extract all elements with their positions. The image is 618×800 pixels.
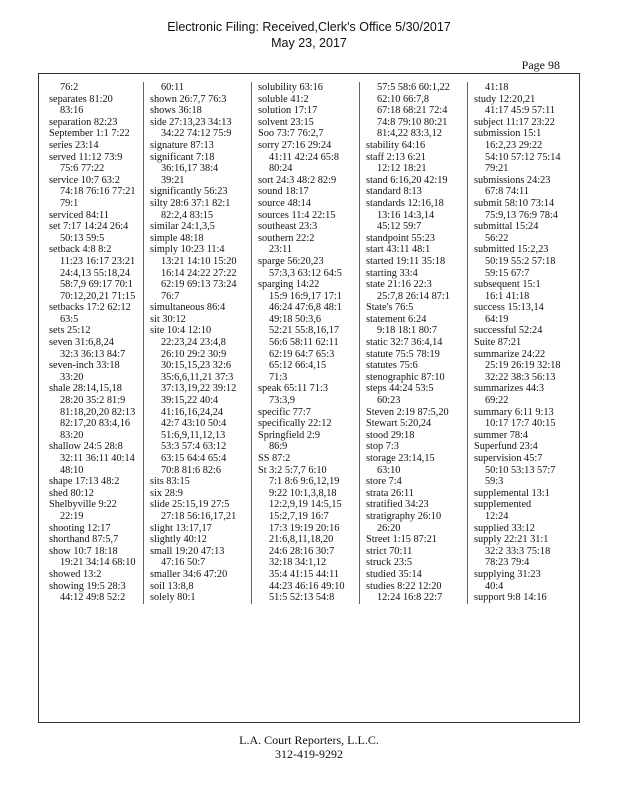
index-entry-continuation: 19:21 34:14 68:10 xyxy=(60,557,136,569)
index-entry: subject 11:17 23:22 xyxy=(474,116,555,128)
index-entry: successful 52:24 xyxy=(474,325,543,337)
index-entry-continuation: 50:10 53:13 57:7 xyxy=(485,464,556,476)
index-entry: show 10:7 18:18 xyxy=(49,545,118,557)
index-entry: sort 24:3 48:2 82:9 xyxy=(258,174,337,186)
index-entry-continuation: 81:18,20,20 82:13 xyxy=(60,406,136,418)
index-entry: service 10:7 63:2 xyxy=(49,174,120,186)
index-entry-continuation: 27:18 56:16,17,21 xyxy=(161,510,237,522)
index-entry: simple 48:18 xyxy=(150,232,204,244)
index-entry-continuation: 57:5 58:6 60:1,22 xyxy=(377,82,450,93)
index-entry-continuation: 69:22 xyxy=(485,395,509,407)
index-entry-continuation: 41:16,16,24,24 xyxy=(161,406,224,418)
index-entry: similar 24:1,3,5 xyxy=(150,221,215,233)
index-entry-continuation: 48:10 xyxy=(60,464,84,476)
index-entry-continuation: 32:2 33:3 75:18 xyxy=(485,545,551,557)
index-entry: submittal 15:24 xyxy=(474,221,539,233)
index-entry: setbacks 17:2 62:12 xyxy=(49,302,131,314)
index-entry-continuation: 62:19 69:13 73:24 xyxy=(161,279,237,291)
index-entry: seven 31:6,8,24 xyxy=(49,337,114,349)
index-entry: state 21:16 22:3 xyxy=(366,279,432,291)
index-entry: submit 58:10 73:14 xyxy=(474,197,555,209)
index-entry: small 19:20 47:13 xyxy=(150,545,225,557)
index-entry-continuation: 53:3 57:4 63:12 xyxy=(161,441,227,453)
index-entry: speak 65:11 71:3 xyxy=(258,383,328,395)
index-entry: SS 87:2 xyxy=(258,453,291,464)
index-entry: serviced 84:11 xyxy=(49,209,109,221)
index-entry: submissions 24:23 xyxy=(474,174,551,186)
index-entry: smaller 34:6 47:20 xyxy=(150,568,228,580)
index-entry-continuation: 17:3 19:19 20:16 xyxy=(269,522,340,534)
index-entry-continuation: 86:9 xyxy=(269,441,288,453)
index-entry-continuation: 45:12 59:7 xyxy=(377,221,422,233)
filing-date: May 23, 2017 xyxy=(271,36,347,50)
index-entry-continuation: 44:23 46:16 49:10 xyxy=(269,580,345,592)
index-entry: solely 80:1 xyxy=(150,592,196,604)
index-entry-continuation: 32:3 36:13 84:7 xyxy=(60,348,126,360)
index-entry-continuation: 63:5 xyxy=(60,313,79,325)
index-entry: shale 28:14,15,18 xyxy=(49,383,122,395)
index-entry-continuation: 74:8 79:10 80:21 xyxy=(377,116,448,128)
index-entry: site 10:4 12:10 xyxy=(150,325,212,337)
index-entry: storage 23:14,15 xyxy=(366,453,435,464)
index-entry-continuation: 76:2 xyxy=(60,82,79,93)
index-entry: shed 80:12 xyxy=(49,487,94,499)
index-entry-continuation: 32:22 38:3 56:13 xyxy=(485,371,556,383)
index-entry: support 9:8 14:16 xyxy=(474,592,547,604)
index-entry: strata 26:11 xyxy=(366,487,414,499)
index-entry: simply 10:23 11:4 xyxy=(150,244,225,256)
index-column-2 xyxy=(143,82,250,604)
index-entry: significantly 56:23 xyxy=(150,186,228,198)
index-entry-continuation: 83:16 xyxy=(60,105,84,117)
footer-company: L.A. Court Reporters, L.L.C. xyxy=(239,733,379,747)
index-entry: setback 4:8 8:2 xyxy=(49,244,112,256)
index-entry: Soo 73:7 76:2,7 xyxy=(258,128,324,140)
index-entry-continuation: 37:13,19,22 39:12 xyxy=(161,383,237,395)
index-entry: soil 13:8,8 xyxy=(150,580,194,592)
index-entry: St 3:2 5:7,7 6:10 xyxy=(258,464,327,476)
index-entry-continuation: 76:7 xyxy=(161,290,180,302)
index-entry: standpoint 55:23 xyxy=(366,232,435,244)
index-entry-continuation: 82:2,4 83:15 xyxy=(161,209,214,221)
index-entry-continuation: 35:4 41:15 44:11 xyxy=(269,568,339,580)
index-entry-continuation: 32:11 36:11 40:14 xyxy=(60,453,135,464)
index-column-3 xyxy=(251,82,358,604)
index-entry-continuation: 82:17,20 83:4,16 xyxy=(60,418,131,430)
index-entry-continuation: 13:16 14:3,14 xyxy=(377,209,435,221)
index-entry-continuation: 50:19 55:2 57:18 xyxy=(485,255,556,267)
index-entry: slight 13:17,17 xyxy=(150,522,212,534)
index-entry-continuation: 35:6,6,11,21 37:3 xyxy=(161,371,234,383)
index-entry-continuation: 70:12,20,21 71:15 xyxy=(60,290,136,302)
index-entry-continuation: 26:20 xyxy=(377,522,401,534)
index-entry: summarize 24:22 xyxy=(474,348,546,360)
index-entry-continuation: 59:3 xyxy=(485,476,504,488)
index-entry-continuation: 64:19 xyxy=(485,313,509,325)
index-entry-continuation: 16:1 41:18 xyxy=(485,290,530,302)
index-entry-continuation: 56:6 58:11 62:11 xyxy=(269,337,339,349)
index-entry: separates 81:20 xyxy=(49,93,113,105)
index-entry-continuation: 80:24 xyxy=(269,163,293,175)
index-entry-continuation: 70:8 81:6 82:6 xyxy=(161,464,222,476)
index-entry: shape 17:13 48:2 xyxy=(49,476,120,488)
index-entry-continuation: 10:17 17:7 40:15 xyxy=(485,418,556,430)
index-entry-continuation: 74:18 76:16 77:21 xyxy=(60,186,136,198)
index-entry: signature 87:13 xyxy=(150,139,214,151)
index-column-4 xyxy=(359,82,466,604)
index-entry: sparging 14:22 xyxy=(258,279,320,291)
index-entry-continuation: 25:19 26:19 32:18 xyxy=(485,360,561,372)
index-entry: solubility 63:16 xyxy=(258,82,323,93)
index-entry: simultaneous 86:4 xyxy=(150,302,226,314)
index-entry: strict 70:11 xyxy=(366,545,413,557)
index-entry-continuation: 16:2,23 29:22 xyxy=(485,139,543,151)
index-entry-continuation: 67:18 68:21 72:4 xyxy=(377,105,448,117)
index-entry: sets 25:12 xyxy=(49,325,91,337)
index-entry-continuation: 9:22 10:1,3,8,18 xyxy=(269,487,337,499)
index-entry-continuation: 62:19 64:7 65:3 xyxy=(269,348,335,360)
index-entry: supervision 45:7 xyxy=(474,453,543,464)
index-entry: statute 75:5 78:19 xyxy=(366,348,440,360)
index-entry: shooting 12:17 xyxy=(49,522,111,534)
index-entry: stability 64:16 xyxy=(366,139,426,151)
index-entry: slide 25:15,19 27:5 xyxy=(150,499,230,511)
index-entry: starting 33:4 xyxy=(366,267,418,279)
index-entry: shorthand 87:5,7 xyxy=(49,534,119,546)
index-entry-continuation: 34:22 74:12 75:9 xyxy=(161,128,232,140)
index-entry: studied 35:14 xyxy=(366,568,422,580)
index-entry: September 1:1 7:22 xyxy=(49,128,130,140)
index-entry-continuation: 13:21 14:10 15:20 xyxy=(161,255,237,267)
index-entry-continuation: 28:20 35:2 81:9 xyxy=(60,395,126,407)
index-entry: store 7:4 xyxy=(366,476,402,488)
index-entry: study 12:20,21 xyxy=(474,93,536,105)
index-entry-continuation: 56:22 xyxy=(485,232,509,244)
index-entry: sparge 56:20,23 xyxy=(258,255,324,267)
index-entry: subsequent 15:1 xyxy=(474,279,541,291)
index-entry-continuation: 15:2,7,19 16:7 xyxy=(269,510,329,522)
index-entry: summarizes 44:3 xyxy=(474,383,545,395)
index-entry: stratigraphy 26:10 xyxy=(366,510,442,522)
index-entry: static 32:7 36:4,14 xyxy=(366,337,443,349)
index-entry-continuation: 12:2,9,19 14:5,15 xyxy=(269,499,342,511)
index-entry: showing 19:5 28:3 xyxy=(49,580,126,592)
index-entry: standard 8:13 xyxy=(366,186,422,198)
index-entry-continuation: 11:23 16:17 23:21 xyxy=(60,255,136,267)
index-entry-continuation: 71:3 xyxy=(269,371,288,383)
index-entry: Superfund 23:4 xyxy=(474,441,538,453)
index-entry-continuation: 36:16,17 38:4 xyxy=(161,163,219,175)
page-number: Page 98 xyxy=(521,58,560,72)
index-entry: specific 77:7 xyxy=(258,406,311,418)
index-entry-continuation: 65:12 66:4,15 xyxy=(269,360,327,372)
index-entry-continuation: 62:10 66:7,8 xyxy=(377,93,430,105)
index-entry: stratified 34:23 xyxy=(366,499,429,511)
word-index-box xyxy=(38,73,580,723)
index-entry: served 11:12 73:9 xyxy=(49,151,123,163)
index-entry: six 28:9 xyxy=(150,487,183,499)
index-entry: stand 6:16,20 42:19 xyxy=(366,174,448,186)
index-entry: Street 1:15 87:21 xyxy=(366,534,437,546)
index-entry-continuation: 39:15,22 40:4 xyxy=(161,395,219,407)
index-entry: statement 6:24 xyxy=(366,313,427,325)
index-entry-continuation: 23:11 xyxy=(269,244,293,256)
index-entry: shown 26:7,7 76:3 xyxy=(150,93,227,105)
index-entry: sources 11:4 22:15 xyxy=(258,209,336,221)
index-entry: specifically 22:12 xyxy=(258,418,332,430)
index-entry: steps 44:24 53:5 xyxy=(366,383,434,395)
index-entry-continuation: 12:24 xyxy=(485,510,509,522)
index-entry: submission 15:1 xyxy=(474,128,542,140)
index-entry-continuation: 49:18 50:3,6 xyxy=(269,313,322,325)
index-entry: soluble 41:2 xyxy=(258,93,309,105)
index-entry-continuation: 24:6 28:16 30:7 xyxy=(269,545,335,557)
index-entry-continuation: 83:20 xyxy=(60,429,84,441)
index-entry: solvent 23:15 xyxy=(258,116,314,128)
index-entry-continuation: 50:13 59:5 xyxy=(60,232,105,244)
index-entry: Shelbyville 9:22 xyxy=(49,499,117,511)
index-entry: stenographic 87:10 xyxy=(366,371,445,383)
index-entry: shows 36:18 xyxy=(150,105,202,117)
index-entry: supplying 31:23 xyxy=(474,568,541,580)
index-entry-continuation: 52:21 55:8,16,17 xyxy=(269,325,340,337)
index-entry-continuation: 24:4,13 55:18,24 xyxy=(60,267,131,279)
index-entry-continuation: 75:9,13 76:9 78:4 xyxy=(485,209,558,221)
index-entry: submitted 15:2,23 xyxy=(474,244,549,256)
index-entry: summer 78:4 xyxy=(474,429,529,441)
index-entry: statutes 75:6 xyxy=(366,360,418,372)
index-entry: stood 29:18 xyxy=(366,429,415,441)
index-entry-continuation: 51:5 52:13 54:8 xyxy=(269,592,335,604)
index-entry-continuation: 16:14 24:22 27:22 xyxy=(161,267,237,279)
index-entry-continuation: 12:12 18:21 xyxy=(377,163,427,175)
index-entry-continuation: 9:18 18:1 80:7 xyxy=(377,325,438,337)
index-entry-continuation: 47:16 50:7 xyxy=(161,557,206,569)
index-entry: set 7:17 14:24 26:4 xyxy=(49,221,129,233)
index-entry: Stewart 5:20,24 xyxy=(366,418,432,430)
index-entry: significant 7:18 xyxy=(150,151,215,163)
index-entry-continuation: 39:21 xyxy=(161,174,185,186)
index-entry: showed 13:2 xyxy=(49,568,102,580)
index-entry: series 23:14 xyxy=(49,139,99,151)
index-entry-continuation: 26:10 29:2 30:9 xyxy=(161,348,227,360)
index-entry-continuation: 78:23 79:4 xyxy=(485,557,530,569)
index-entry-continuation: 58:7,9 69:17 70:1 xyxy=(60,279,133,291)
index-entry: Springfield 2:9 xyxy=(258,429,321,441)
index-entry-continuation: 75:6 77:22 xyxy=(60,163,105,175)
index-entry-continuation: 15:9 16:9,17 17:1 xyxy=(269,290,342,302)
index-entry: sit 30:12 xyxy=(150,313,186,325)
index-entry: southern 22:2 xyxy=(258,232,315,244)
index-entry: started 19:11 35:18 xyxy=(366,255,446,267)
index-entry-continuation: 32:18 34:1,12 xyxy=(269,557,327,569)
index-entry-continuation: 59:15 67:7 xyxy=(485,267,530,279)
index-column-1 xyxy=(49,82,149,604)
index-entry-continuation: 67:8 74:11 xyxy=(485,186,529,198)
filing-stamp: Electronic Filing: Received,Clerk's Office 5/30/2017 xyxy=(167,20,451,34)
index-entry-continuation: 73:3,9 xyxy=(269,395,296,407)
index-entry-continuation: 79:21 xyxy=(485,163,509,175)
index-entry: start 43:11 48:1 xyxy=(366,244,431,256)
index-entry: source 48:14 xyxy=(258,197,311,209)
index-entry: standards 12:16,18 xyxy=(366,197,444,209)
index-entry-continuation: 40:4 xyxy=(485,580,504,592)
index-entry: silty 28:6 37:1 82:1 xyxy=(150,197,231,209)
index-entry-continuation: 25:7,8 26:14 87:1 xyxy=(377,290,450,302)
index-entry: State's 76:5 xyxy=(366,302,414,314)
index-entry: solution 17:17 xyxy=(258,105,318,117)
index-entry: seven-inch 33:18 xyxy=(49,360,120,372)
index-entry-continuation: 41:17 45:9 57:11 xyxy=(485,105,555,117)
index-entry-continuation: 46:24 47:6,8 48:1 xyxy=(269,302,342,314)
footer-phone: 312-419-9292 xyxy=(275,747,343,761)
index-entry-continuation: 33:20 xyxy=(60,371,84,383)
index-entry: staff 2:13 6:21 xyxy=(366,151,426,163)
index-entry-continuation: 60:11 xyxy=(161,82,185,93)
index-entry: success 15:13,14 xyxy=(474,302,544,314)
index-entry: Suite 87:21 xyxy=(474,337,522,349)
index-entry-continuation: 41:18 xyxy=(485,82,509,93)
index-entry-continuation: 60:23 xyxy=(377,395,401,407)
index-entry: slightly 40:12 xyxy=(150,534,207,546)
index-entry: Steven 2:19 87:5,20 xyxy=(366,406,449,418)
index-entry-continuation: 41:11 42:24 65:8 xyxy=(269,151,339,163)
index-entry: separation 82:23 xyxy=(49,116,118,128)
index-entry: shallow 24:5 28:8 xyxy=(49,441,123,453)
index-entry-continuation: 79:1 xyxy=(60,197,79,209)
index-entry: summary 6:11 9:13 xyxy=(474,406,554,418)
index-column-5 xyxy=(467,82,574,604)
index-entry: sits 83:15 xyxy=(150,476,190,488)
index-entry: sorry 27:16 29:24 xyxy=(258,139,332,151)
index-entry: southeast 23:3 xyxy=(258,221,318,233)
index-entry: supplemented xyxy=(474,499,532,511)
index-entry: supply 22:21 31:1 xyxy=(474,534,549,546)
index-entry-continuation: 7:1 8:6 9:6,12,19 xyxy=(269,476,340,488)
index-entry-continuation: 44:12 49:8 52:2 xyxy=(60,592,126,604)
index-entry-continuation: 51:6,9,11,12,13 xyxy=(161,429,226,441)
index-entry: side 27:13,23 34:13 xyxy=(150,116,232,128)
index-entry: sound 18:17 xyxy=(258,186,309,198)
index-entry-continuation: 22:19 xyxy=(60,510,84,522)
index-entry-continuation: 57:3,3 63:12 64:5 xyxy=(269,267,342,279)
index-entry-continuation: 54:10 57:12 75:14 xyxy=(485,151,561,163)
index-entry: struck 23:5 xyxy=(366,557,413,569)
index-entry-continuation: 12:24 16:8 22:7 xyxy=(377,592,443,604)
index-entry-continuation: 21:6,8,11,18,20 xyxy=(269,534,334,546)
index-entry-continuation: 42:7 43:10 50:4 xyxy=(161,418,227,430)
index-entry-continuation: 81:4,22 83:3,12 xyxy=(377,128,442,140)
index-entry-continuation: 63:15 64:4 65:4 xyxy=(161,453,227,464)
index-entry: studies 8:22 12:20 xyxy=(366,580,442,592)
index-entry: supplied 33:12 xyxy=(474,522,535,534)
index-entry: stop 7:3 xyxy=(366,441,399,453)
index-entry-continuation: 22:23,24 23:4,8 xyxy=(161,337,226,349)
index-entry-continuation: 63:10 xyxy=(377,464,401,476)
index-entry: supplemental 13:1 xyxy=(474,487,550,499)
index-entry-continuation: 30:15,15,23 32:6 xyxy=(161,360,232,372)
